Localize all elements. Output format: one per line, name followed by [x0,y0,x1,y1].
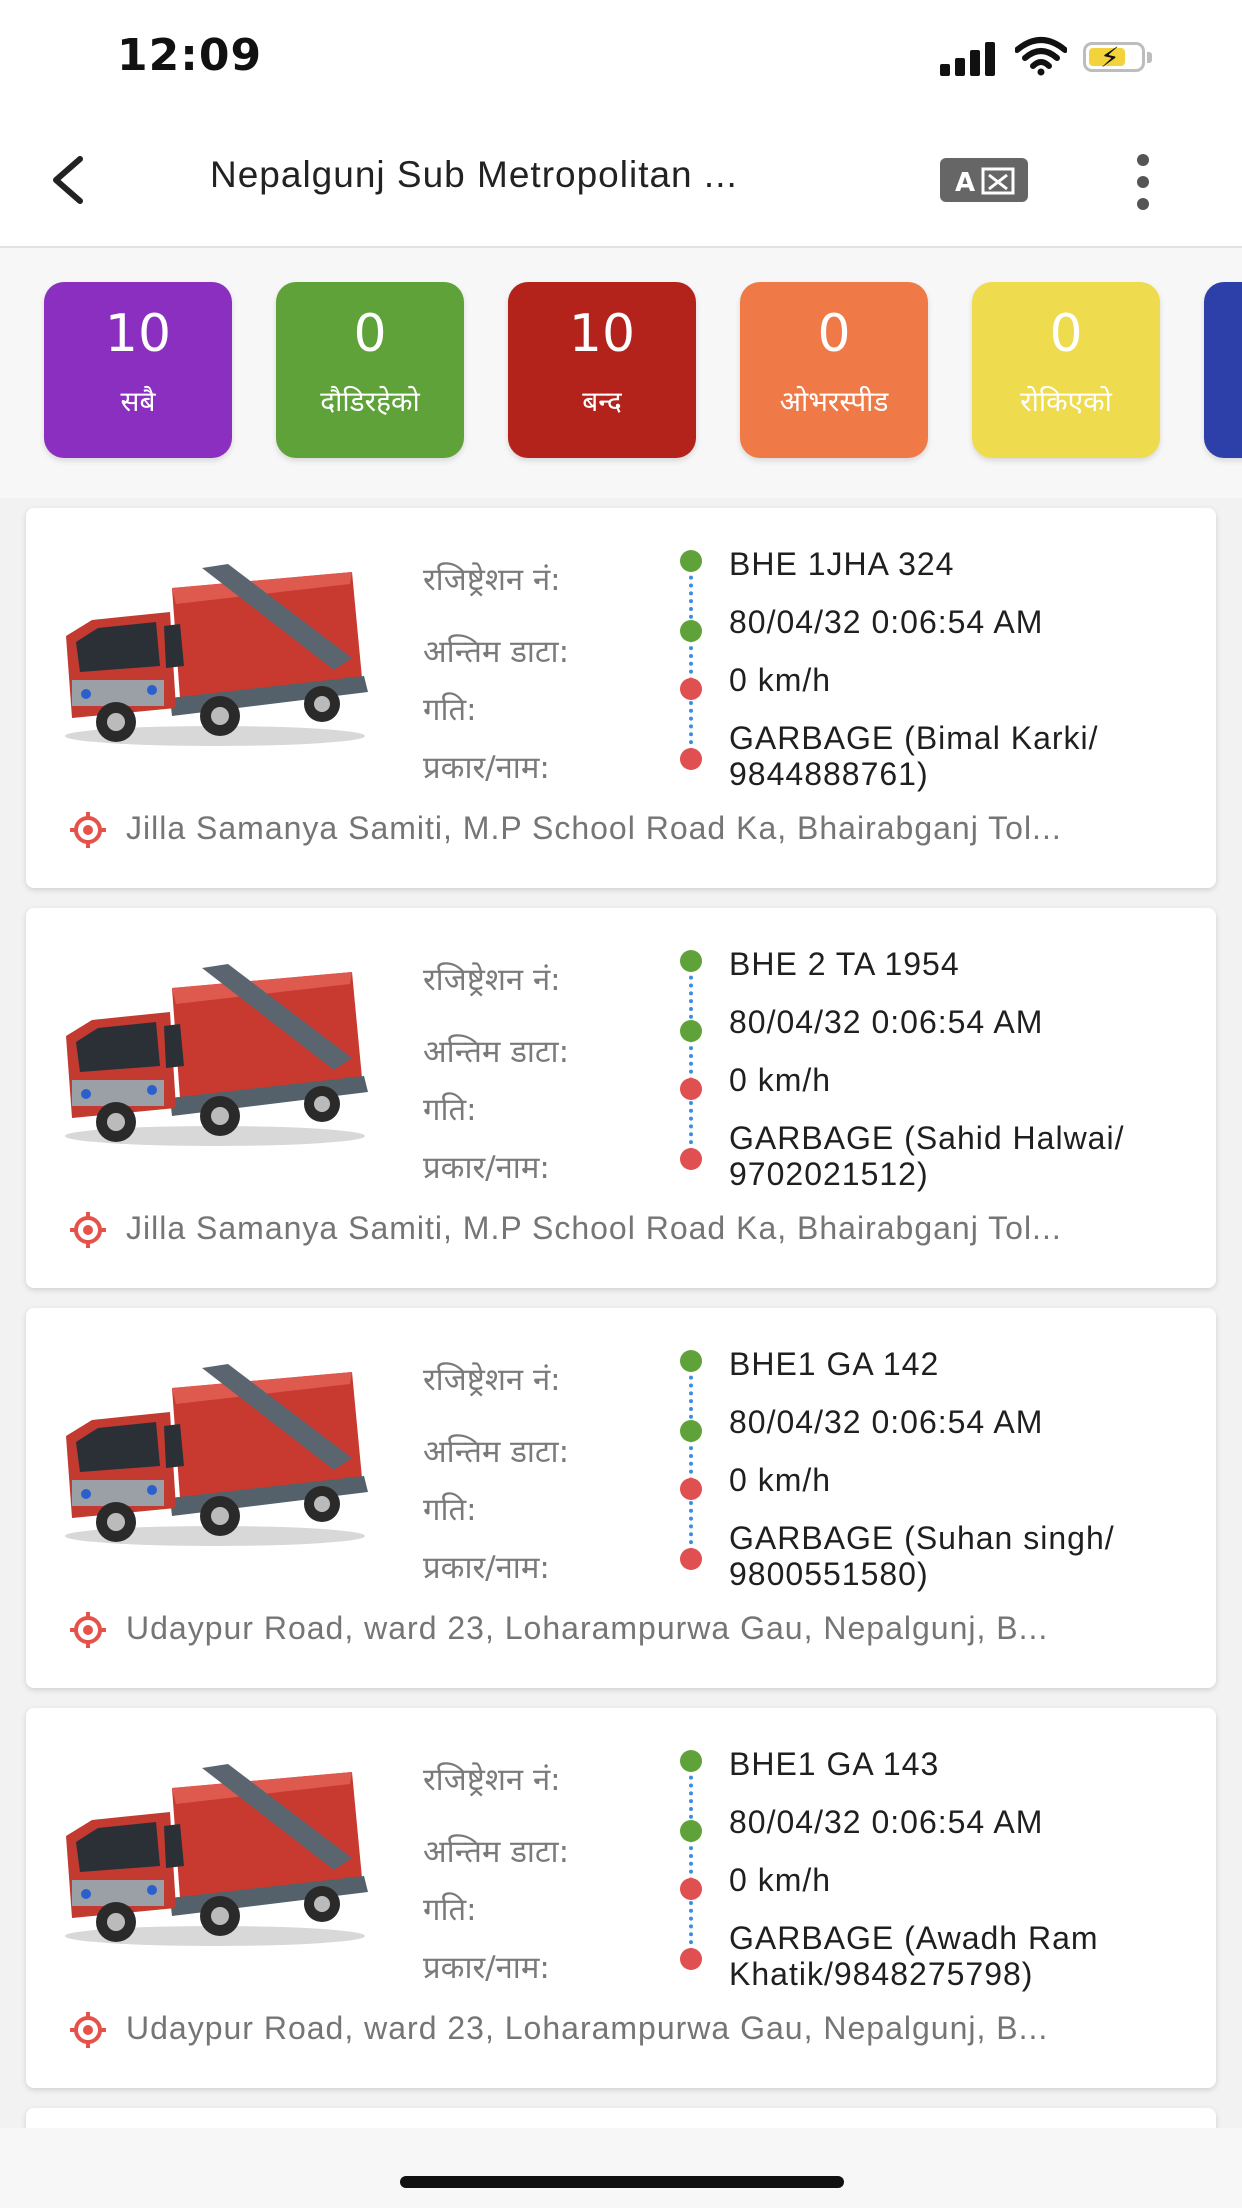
type-name-label: प्रकार/नाम: [423,1950,550,1986]
address-text: Jilla Samanya Samiti, M.P School Road Ka, Bhairabganj Tol... [126,1210,1062,1246]
last-data-label: अन्तिम डाटा: [423,634,570,670]
speed-label: गति: [423,692,477,728]
timeline-dot [680,1948,702,1970]
speed-value: 0 km/h [729,1862,832,1898]
home-indicator[interactable] [400,2176,844,2188]
address-row [68,2008,1198,2052]
timeline-dot [680,550,702,572]
timeline-dot [680,1478,702,1500]
page-title: Nepalgunj Sub Metropolitan ... [210,154,738,195]
type-name-value: GARBAGE (Sahid Halwai/ 9702021512) [729,1120,1125,1192]
garbage-truck-icon [52,1758,378,1948]
timeline-dot [680,1548,702,1570]
garbage-truck-icon [52,558,378,748]
filter-all[interactable] [44,282,232,458]
timeline-dot [680,1148,702,1170]
address-row [68,808,1198,852]
filter-more[interactable] [1204,282,1242,458]
location-target-icon [68,1210,108,1250]
registration-label: रजिष्ट्रेशन नं: [423,962,561,998]
timeline-dot [680,678,702,700]
type-name-label: प्रकार/नाम: [423,1150,550,1186]
location-target-icon [68,810,108,850]
speed-label: गति: [423,1092,477,1128]
garbage-truck-icon [52,1358,378,1548]
filter-count: 0 [1049,304,1083,364]
garbage-truck-icon [52,958,378,1148]
vehicle-card[interactable] [26,1308,1216,1688]
address-text: Udaypur Road, ward 23, Loharampurwa Gau, Nepalgunj, B... [126,2010,1049,2046]
last-data-label: अन्तिम डाटा: [423,1034,570,1070]
address-row [68,1608,1198,1652]
type-name-label: प्रकार/नाम: [423,1550,550,1586]
status-timeline [676,1750,706,1960]
vehicle-card[interactable] [26,1708,1216,2088]
address-text: Jilla Samanya Samiti, M.P School Road Ka, Bhairabganj Tol... [126,810,1062,846]
speed-value: 0 km/h [729,1462,832,1498]
type-name-value: GARBAGE (Bimal Karki/ 9844888761) [729,720,1099,792]
last-data-label: अन्तिम डाटा: [423,1434,570,1470]
status-filter-strip [0,248,1242,498]
timeline-dot [680,1078,702,1100]
filter-count: 0 [817,304,851,364]
filter-label: सबै [120,385,156,418]
status-timeline [676,950,706,1160]
last-data-label: अन्तिम डाटा: [423,1834,570,1870]
timeline-dot [680,1750,702,1772]
location-target-icon [68,1610,108,1650]
status-timeline [676,1350,706,1560]
location-target-icon [68,2010,108,2050]
last-data-value: 80/04/32 0:06:54 AM [729,1404,1044,1440]
registration-label: रजिष्ट्रेशन नं: [423,1362,561,1398]
filter-label: ओभरस्पीड [779,385,889,418]
filter-count: 0 [353,304,387,364]
address-row [68,1208,1198,1252]
registration-value: BHE 2 TA 1954 [729,946,960,982]
bottom-safe-area [0,2128,1242,2208]
filter-running[interactable] [276,282,464,458]
status-bar [0,0,1242,118]
registration-label: रजिष्ट्रेशन नं: [423,1762,561,1798]
filter-label: बन्द [582,385,622,418]
vehicle-card[interactable] [26,508,1216,888]
timeline-dot [680,748,702,770]
address-text: Udaypur Road, ward 23, Loharampurwa Gau, Nepalgunj, B... [126,1610,1049,1646]
battery-icon: ⚡ [1083,42,1145,72]
type-name-value: GARBAGE (Suhan singh/ 9800551580) [729,1520,1115,1592]
back-arrow-icon [48,155,88,205]
back-button[interactable] [38,150,98,210]
timeline-dot [680,950,702,972]
last-data-value: 80/04/32 0:06:54 AM [729,1004,1044,1040]
registration-value: BHE1 GA 142 [729,1346,940,1382]
cellular-signal-icon [940,40,1000,76]
filter-count: 10 [104,304,172,364]
translate-icon [949,163,1019,197]
last-data-value: 80/04/32 0:06:54 AM [729,1804,1044,1840]
svg-text:A: A [955,168,976,197]
filter-count: 10 [568,304,636,364]
filter-label: रोकिएको [1020,385,1112,418]
timeline-dot [680,1420,702,1442]
registration-value: BHE1 GA 143 [729,1746,940,1782]
translate-button[interactable] [940,158,1028,202]
filter-overspeed[interactable] [740,282,928,458]
wifi-icon [1015,36,1067,76]
app-header [0,118,1242,248]
filter-stopped[interactable] [508,282,696,458]
registration-label: रजिष्ट्रेशन नं: [423,562,561,598]
registration-value: BHE 1JHA 324 [729,546,955,582]
last-data-value: 80/04/32 0:06:54 AM [729,604,1044,640]
speed-label: गति: [423,1892,477,1928]
filter-idle[interactable] [972,282,1160,458]
filter-label: दौडिरहेको [320,385,420,418]
status-timeline [676,550,706,760]
timeline-dot [680,1350,702,1372]
timeline-dot [680,620,702,642]
vehicle-card[interactable] [26,908,1216,1288]
type-name-value: GARBAGE (Awadh Ram Khatik/9848275798) [729,1920,1099,1992]
status-time: 12:09 [117,30,263,81]
more-vertical-icon [1137,154,1149,166]
timeline-dot [680,1878,702,1900]
speed-label: गति: [423,1492,477,1528]
speed-value: 0 km/h [729,1062,832,1098]
type-name-label: प्रकार/नाम: [423,750,550,786]
timeline-dot [680,1820,702,1842]
speed-value: 0 km/h [729,662,832,698]
more-options-button[interactable] [1120,154,1166,210]
timeline-dot [680,1020,702,1042]
